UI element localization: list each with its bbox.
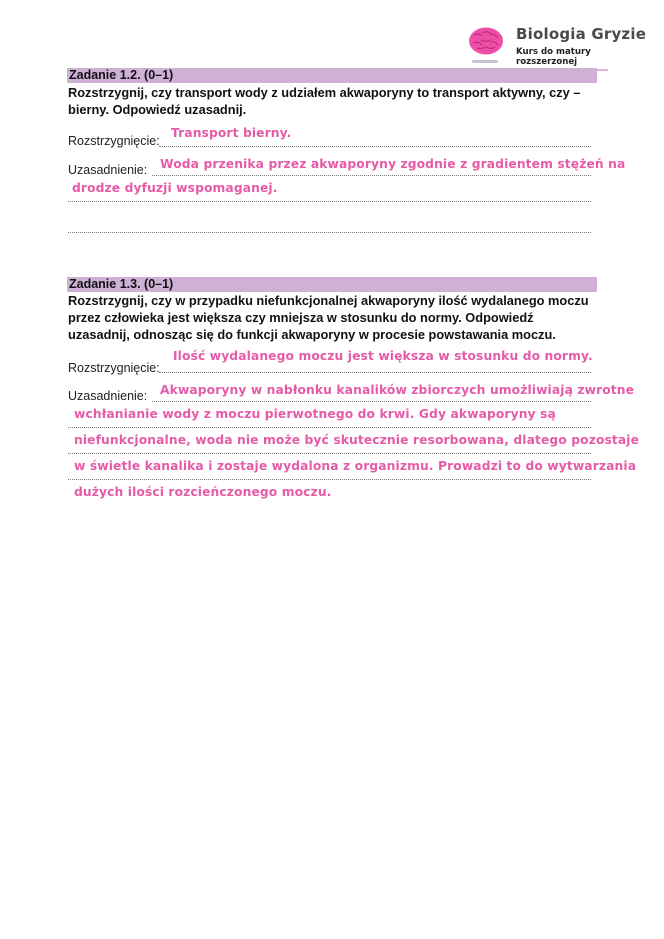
task-1-3-question bbox=[68, 292, 598, 343]
justification-answer-line[interactable]: w świetle kanalika i zostaje wydalona z organizmu. Prowadzi to do wytwarzania bbox=[74, 459, 637, 473]
justification-answer-line[interactable]: wchłanianie wody z moczu pierwotnego do krwi. Gdy akwaporyny są bbox=[74, 407, 556, 421]
answer-line bbox=[159, 372, 591, 373]
question-line: przez człowieka jest większa czy mniejsza w stosunku do normy. Odpowiedź bbox=[68, 310, 534, 325]
justification-answer-line[interactable]: drodze dyfuzji wspomaganej. bbox=[72, 181, 278, 195]
brand-subtitle: Kurs do matury rozszerzonej bbox=[516, 47, 591, 67]
justification-answer-line[interactable]: Woda przenika przez akwaporyny zgodnie z gradientem stężeń na bbox=[160, 157, 626, 171]
justification-answer-line[interactable]: niefunkcjonalne, woda nie może być skutecznie resorbowana, dlatego pozostaje bbox=[74, 433, 640, 447]
answer-line bbox=[159, 146, 591, 147]
answer-line bbox=[68, 453, 591, 454]
question-line: Rozstrzygnij, czy transport wody z udziałem akwaporyny to transport aktywny, czy – bbox=[68, 85, 581, 100]
decision-answer[interactable]: Ilość wydalanego moczu jest większa w stosunku do normy. bbox=[173, 349, 593, 363]
answer-line bbox=[68, 232, 591, 233]
brand-title: Biologia Gryzie bbox=[516, 25, 647, 43]
task-1-2-header: Zadanie 1.2. (0–1) bbox=[67, 68, 597, 83]
answer-line bbox=[68, 201, 591, 202]
logo-shadow bbox=[472, 60, 498, 63]
question-line: uzasadnij, odnosząc się do funkcji akwaporyny w procesie powstawania moczu. bbox=[68, 327, 556, 342]
task-1-2-question bbox=[68, 84, 598, 118]
justification-label: Uzasadnienie: bbox=[68, 163, 148, 177]
decision-label: Rozstrzygnięcie: bbox=[68, 361, 160, 375]
task-1-3-header: Zadanie 1.3. (0–1) bbox=[67, 277, 597, 292]
answer-line bbox=[152, 175, 591, 176]
decision-label: Rozstrzygnięcie: bbox=[68, 134, 160, 148]
question-line: Rozstrzygnij, czy w przypadku niefunkcjonalnej akwaporyny ilość wydalanego moczu bbox=[68, 293, 589, 308]
decision-answer[interactable]: Transport bierny. bbox=[171, 126, 292, 140]
justification-answer-line[interactable]: Akwaporyny w nabłonku kanalików zbiorczych umożliwiają zwrotne bbox=[160, 383, 635, 397]
justification-answer-line[interactable]: dużych ilości rozcieńczonego moczu. bbox=[74, 485, 332, 499]
question-line: bierny. Odpowiedź uzasadnij. bbox=[68, 102, 247, 117]
answer-line bbox=[68, 479, 591, 480]
answer-line bbox=[152, 401, 591, 402]
brand-logo bbox=[463, 22, 653, 72]
answer-line bbox=[68, 427, 591, 428]
brain-icon bbox=[468, 26, 504, 56]
justification-label: Uzasadnienie: bbox=[68, 389, 148, 403]
